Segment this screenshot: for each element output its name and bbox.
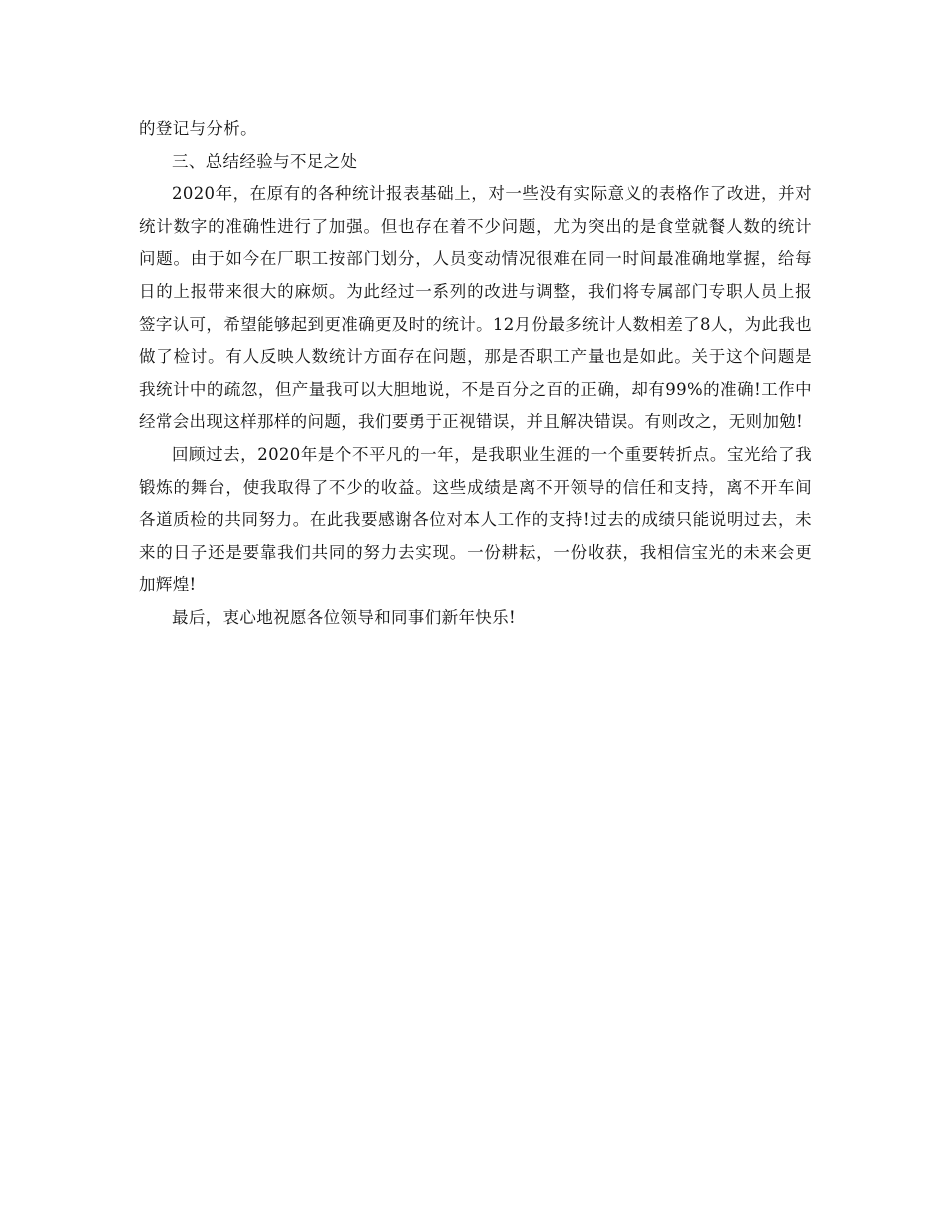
section-heading: 三、总结经验与不足之处 (172, 151, 358, 171)
paragraph-closing: 最后，衷心地祝愿各位领导和同事们新年快乐! (172, 607, 516, 627)
document-body (139, 113, 812, 635)
paragraph-statistics: 2020年，在原有的各种统计报表基础上，对一些没有实际意义的表格作了改进，并对统计数字的准确性进行了加强。但也存在着不少问题，尤为突出的是食堂就餐人数的统计问题。由于如今在厂职工按部门划分，人员变动情况很难在同一时间最准确地掌握，给每日的上报带来很大的麻烦。为此经过一系列的改进与调整，我们将专属部门专职人员上报签字认可，希望能够起到更准确更及时的统计。12月份最多统计人数相差了8人，为此我也做了检讨。有人反映人数统计方面存在问题，那是否职工产量也是如此。关于这个问题是我统计中的疏忽，但产量我可以大胆地说，不是百分之百的正确，却有99%的准确!工作中经常会出现这样那样的问题，我们要勇于正视错误，并且解决错误。有则改之，无则加勉! (139, 184, 812, 432)
paragraph-continuation: 的登记与分析。 (139, 119, 257, 138)
paragraph-review: 回顾过去，2020年是个不平凡的一年，是我职业生涯的一个重要转折点。宝光给了我锻炼的舞台，使我取得了不少的收益。这些成绩是离不开领导的信任和支持，离不开车间各道质检的共同努力。在此我要感谢各位对本人工作的支持!过去的成绩只能说明过去，未来的日子还是要靠我们共同的努力去实现。一份耕耘，一份收获，我相信宝光的未来会更加辉煌! (139, 444, 812, 595)
